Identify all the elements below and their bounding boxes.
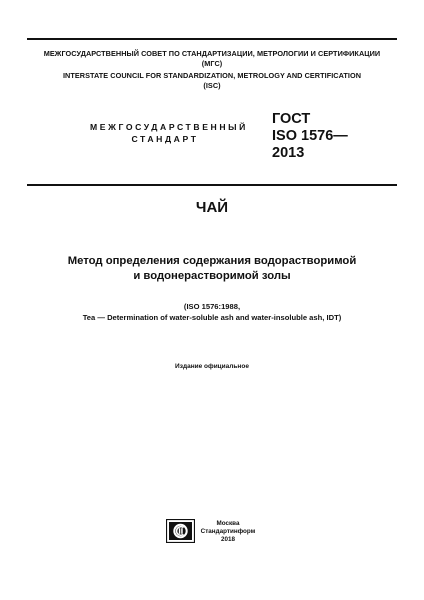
top-rule [27,38,397,40]
standard-code-line3: 2013 [272,145,305,161]
publisher-city: Москва [216,520,240,527]
iso-reference-line2: Tea — Determination of water-soluble ash and water-insoluble ash, IDT) [82,313,342,322]
standartinform-logo-icon [166,519,195,543]
council-abbr-ru: (МГС) [201,59,223,68]
council-name-ru [27,49,397,69]
document-subtitle-line2: и водонерастворимой золы [133,270,291,282]
document-title: ЧАЙ [195,199,229,216]
standard-label-line2: СТАНДАРТ [131,134,199,144]
middle-rule [27,184,397,186]
publisher-year: 2018 [220,536,235,543]
iso-reference-line1: (ISO 1576:1988, [183,302,241,311]
council-name-en [27,71,397,91]
document-subtitle-line1: Метод определения содержания водорастворимой [67,255,357,267]
standard-label-line1: МЕЖГОСУДАРСТВЕННЫЙ [90,122,248,132]
council-name-ru-line: МЕЖГОСУДАРСТВЕННЫЙ СОВЕТ ПО СТАНДАРТИЗАЦИИ, МЕТРОЛОГИИ И СЕРТИФИКАЦИИ [43,49,381,58]
edition-label: Издание официальное [175,363,249,370]
publisher-name: Стандартинформ [200,528,256,535]
standard-code-line1: ГОСТ [272,111,311,127]
standard-code-line2: ISO 1576— [272,128,348,144]
council-name-en-line: INTERSTATE COUNCIL FOR STANDARDIZATION, METROLOGY AND CERTIFICATION [62,71,362,80]
council-abbr-en: (ISC) [203,81,221,90]
